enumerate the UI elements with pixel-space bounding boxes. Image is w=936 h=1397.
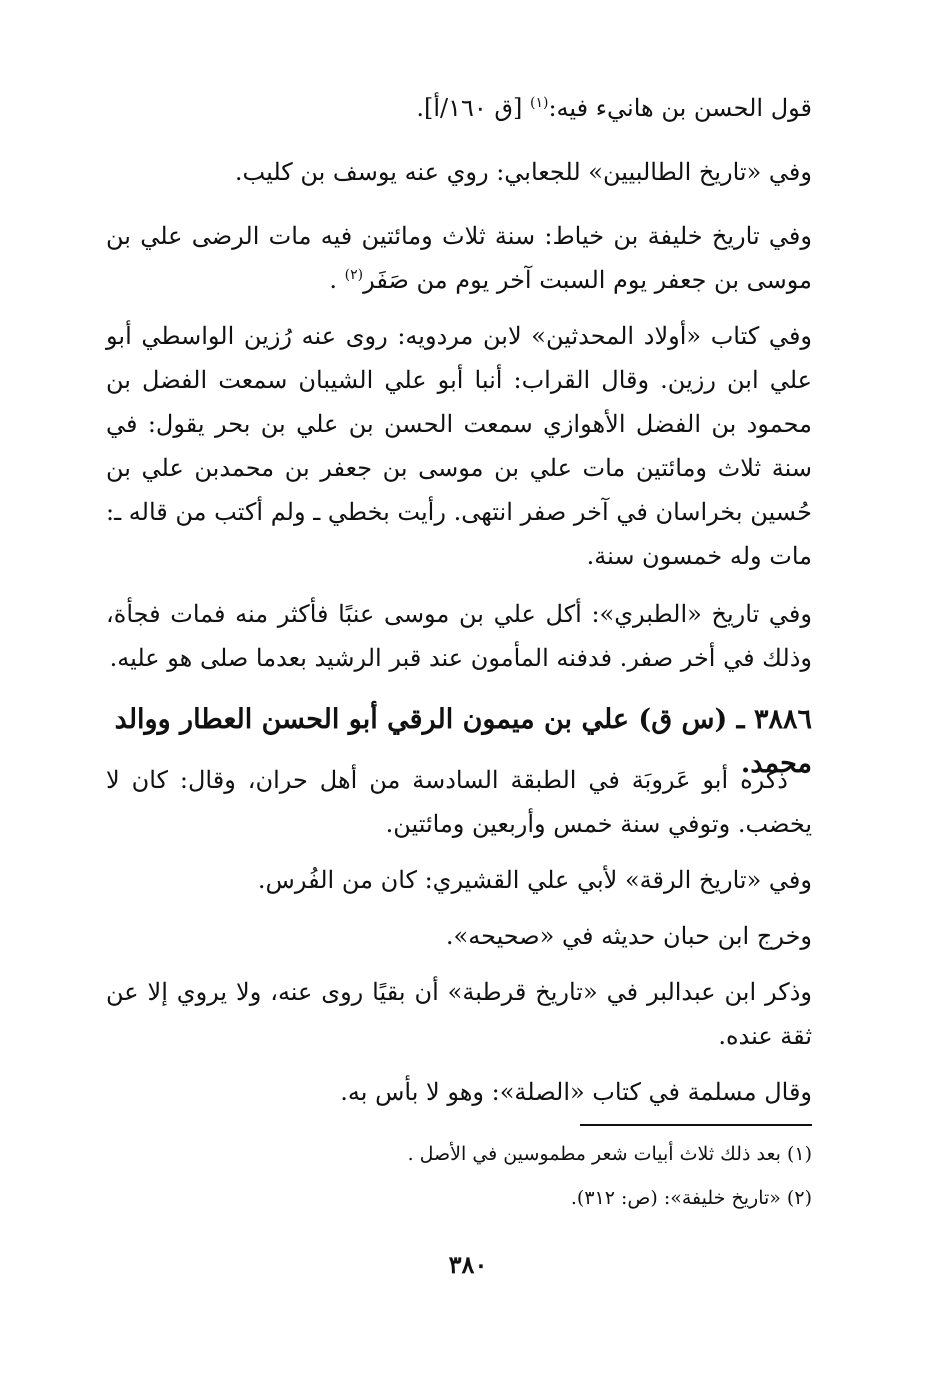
- paragraph-awlad-muhaddithin: وفي كتاب «أولاد المحدثين» لابن مردويه: روى عنه رُزين الواسطي أبو علي ابن رزين. وقال القراب: أنبا أبو علي الشيبان سمعت الفضل بن محمود بن الفضل الأهوازي سمعت الحسن بن علي بن بحر يقول: في سنة ثلاث ومائتين مات علي بن موسى بن جعفر بن محمدبن علي بن حُسين بخراسان في آخر صفر انتهى. رأيت بخطي ـ ولم أكتب من قاله ـ: مات وله خمسون سنة.: [106, 322, 812, 570]
- paragraph-hasan-ibn-hani: [106, 86, 812, 130]
- paragraph-text: وفي تاريخ خليفة بن خياط: سنة ثلاث ومائتين فيه مات الرضى علي بن موسى بن جعفر يوم السبت آخر يوم من صَفَر: [106, 222, 812, 294]
- paragraph-tarikh-raqqa: وفي «تاريخ الرقة» لأبي علي القشيري: كان من الفُرس.: [257, 866, 812, 894]
- paragraph-text: قول الحسن بن هانيء فيه:: [548, 94, 812, 122]
- paragraph-tabari: وفي تاريخ «الطبري»: أكل علي بن موسى عنبًا فأكثر منه فمات فجأة، وذلك في أخر صفر. فدفنه المأمون عند قبر الرشيد بعدما صلى هو عليه.: [106, 600, 812, 672]
- paragraph-ibn-hibban: وخرج ابن حبان حديثه في «صحيحه».: [445, 922, 812, 950]
- footnote-1: (١) بعد ذلك ثلاث أبيات شعر مطموسين في الأصل .: [407, 1143, 812, 1165]
- manuscript-ref: [ق ١٦٠/أ].: [416, 94, 530, 122]
- footnote-ref-1: (١): [530, 95, 549, 111]
- footnote-2: (٢) «تاريخ خليفة»: (ص: ٣١٢).: [570, 1187, 812, 1209]
- page-number: ٣٨٠: [448, 1250, 488, 1279]
- paragraph-abu-aruba: ذكره أبو عَروبَة في الطبقة السادسة من أهل حران، وقال: كان لا يخضب. وتوفي سنة خمس وأربعين ومائتين.: [106, 766, 812, 838]
- paragraph-maslama: وقال مسلمة في كتاب «الصلة»: وهو لا بأس به.: [340, 1078, 812, 1106]
- entry-heading-3886: ٣٨٨٦ ـ (س ق) علي بن ميمون الرقي أبو الحسن العطار ووالد محمد.: [114, 704, 812, 779]
- paragraph-ibn-abdulbarr: وذكر ابن عبدالبر في «تاريخ قرطبة» أن بقيًا روى عنه، ولا يروي إلا عن ثقة عنده.: [106, 978, 812, 1050]
- paragraph-end: .: [329, 266, 345, 294]
- footnote-ref-2: (٢): [344, 267, 364, 283]
- paragraph-talibiyin: وفي «تاريخ الطالبيين» للجعابي: روي عنه يوسف بن كليب.: [234, 158, 812, 186]
- footnote-divider: [580, 1124, 812, 1126]
- paragraph-khalifa: [106, 214, 812, 302]
